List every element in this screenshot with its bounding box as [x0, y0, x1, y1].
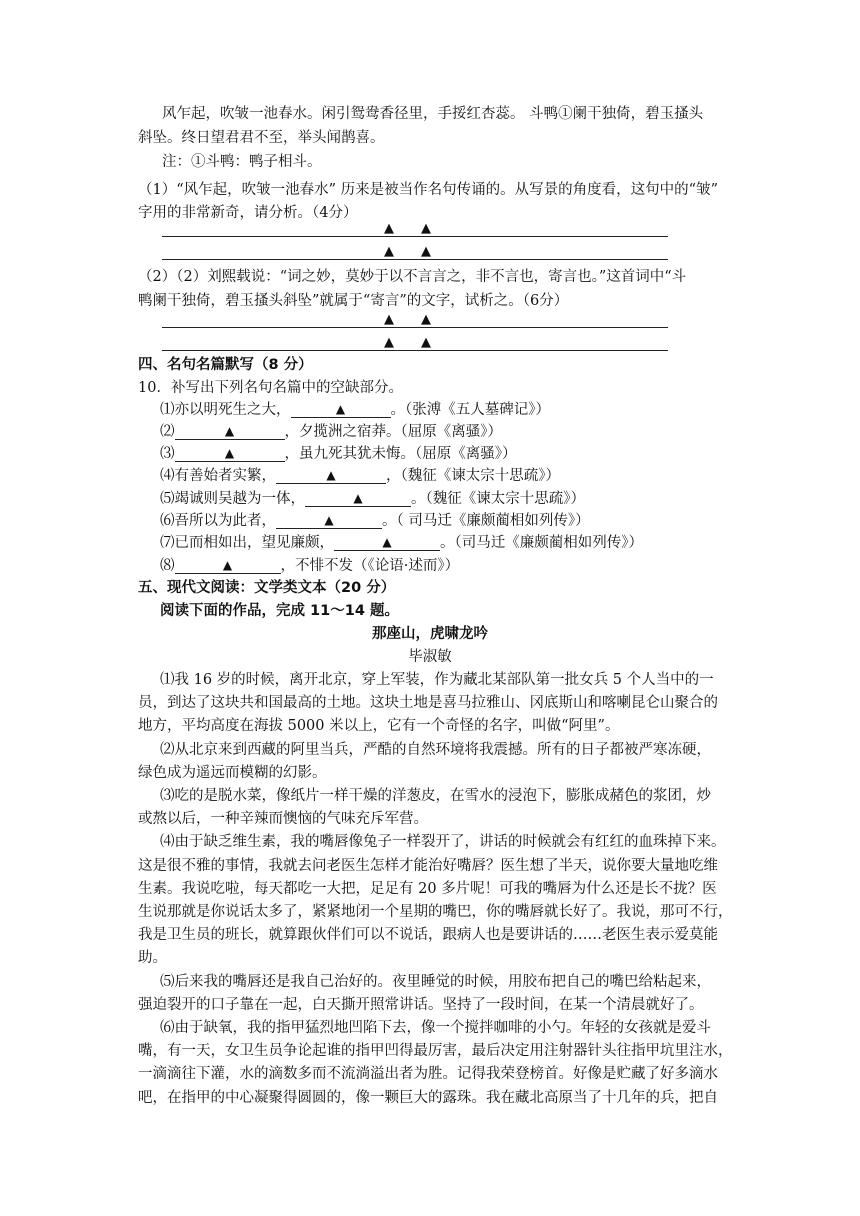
answer-line [162, 236, 668, 237]
fill-blank[interactable]: ▲ [276, 511, 382, 529]
section-4-heading: 四、名句名篇默写（8 分） [138, 357, 313, 373]
article-line: 助。 [138, 950, 167, 966]
fill-item-5: ⑸竭诚则吴越为一体， ▲ 。（魏征《谏太宗十思疏》） [160, 491, 585, 507]
article-line: 或熬以后，一种辛辣而懊恼的气味充斥军营。 [138, 811, 428, 827]
poem-line-1: 风乍起，吹皱一池春水。闲引鸳鸯香径里，手挼红杏蕊。 斗鸭①阑干独倚，碧玉搔头 [162, 106, 704, 122]
answer-line [162, 350, 668, 351]
article-line: 这是很不雅的事情，我就去问老医生怎样才能治好嘴唇？医生想了半天，说你要大量地吃维 [138, 858, 718, 874]
answer-marker: ▲ [421, 312, 431, 327]
answer-line [162, 327, 668, 328]
article-line: ⑶吃的是脱水菜，像纸片一样干燥的洋葱皮，在雪水的浸泡下，膨胀成赭色的浆团，炒 [160, 788, 711, 804]
article-title: 那座山，虎啸龙吟 [372, 626, 488, 642]
article-line: 嘴，有一天，女卫生员争论起谁的指甲凹得最厉害，最后决定用注射器针头往指甲坑里注水， [138, 1043, 733, 1059]
answer-marker: ▲ [384, 221, 394, 236]
poem-note: 注：①斗鸭：鸭子相斗。 [162, 154, 322, 170]
article-line: 生说那就是你说话太多了，紧紧地闭一个星期的嘴巴，你的嘴唇就长好了。我说，那可不行， [138, 904, 733, 920]
answer-marker: ▲ [384, 312, 394, 327]
fill-blank[interactable]: ▲ [305, 489, 411, 507]
fill-item-1: ⑴亦以明死生之大， ▲ 。（张溥《五人墓碑记》） [160, 402, 550, 418]
section-4-instruction: 10．补写出下列名句名篇中的空缺部分。 [138, 380, 403, 396]
section-5-heading: 五、现代文阅读：文学类文本（20 分） [138, 580, 396, 596]
poem-line-2: 斜坠。终日望君君不至，举头闻鹊喜。 [138, 130, 385, 146]
fill-item-3: ⑶ ▲ ，虽九死其犹未悔。（屈原《离骚》） [160, 446, 517, 462]
fill-blank[interactable]: ▲ [334, 533, 440, 551]
article-line: ⑹由于缺氧，我的指甲猛烈地凹陷下去，像一个搅拌咖啡的小勺。年轻的女孩就是爱斗 [160, 1020, 711, 1036]
article-line: ⑵从北京来到西藏的阿里当兵，严酷的自然环境将我震撼。所有的日子都被严寒冻硬， [160, 742, 711, 758]
article-line: 地方，平均高度在海拔 5000 米以上，它有一个奇怪的名字，叫做“阿里”。 [138, 718, 620, 734]
fill-blank[interactable]: ▲ [175, 422, 285, 440]
fill-blank[interactable]: ▲ [291, 400, 391, 418]
article-line: 强迫裂开的口子靠在一起，白天撕开照常讲话。坚持了一段时间，在某一个清晨就好了。 [138, 997, 704, 1013]
fill-item-7: ⑺已而相如出，望见廉颇， ▲ 。（司马迁《廉颇蔺相如列传》） [160, 535, 643, 551]
article-line: 一滴滴往下灌，水的滴数多而不流淌溢出者为胜。记得我荣登榜首。好像是贮藏了好多滴水 [138, 1066, 718, 1082]
fill-item-4: ⑷有善始者实繁， ▲ ，（魏征《谏太宗十思疏》） [160, 468, 560, 484]
answer-marker: ▲ [421, 335, 431, 350]
answer-line [162, 259, 668, 260]
fill-blank[interactable]: ▲ [175, 444, 285, 462]
fill-blank[interactable]: ▲ [175, 556, 281, 574]
question-1-line-2: 字用的非常新奇，请分析。（4分） [138, 205, 358, 221]
fill-item-2: ⑵ ▲ ，夕揽洲之宿莽。（屈原《离骚》） [160, 424, 502, 440]
answer-marker: ▲ [421, 221, 431, 236]
answer-marker: ▲ [421, 244, 431, 259]
question-2-line-2: 鸭阑干独倚，碧玉搔头斜坠”就属于“寄言”的文字，试析之。（6分） [138, 293, 569, 309]
article-line: 我是卫生员的班长，就算跟伙伴们可以不说话，跟病人也是要讲话的……老医生表示爱莫能 [138, 927, 718, 943]
fill-item-6: ⑹吾所以为此者， ▲ 。（ 司马迁《廉颇蔺相如列传》） [160, 513, 590, 529]
question-2-line-1: （2）（2）刘熙载说：“词之妙，莫妙于以不言言之，非不言也，寄言也。”这首词中“斗 [138, 269, 687, 285]
article-line: 绿色成为遥远而模糊的幻影。 [138, 765, 327, 781]
article-line: 吧，在指甲的中心凝聚得圆圆的，像一颗巨大的露珠。我在藏北高原当了十几年的兵，把自 [138, 1090, 718, 1106]
answer-marker: ▲ [384, 335, 394, 350]
section-5-instruction: 阅读下面的作品，完成 11～14 题。 [160, 603, 399, 619]
answer-marker: ▲ [384, 244, 394, 259]
article-line: ⑸后来我的嘴唇还是我自己治好的。夜里睡觉的时候，用胶布把自己的嘴巴给粘起来， [160, 974, 711, 990]
article-line: 员，到达了这块共和国最高的土地。这块土地是喜马拉雅山、冈底斯山和喀喇昆仑山聚合的 [138, 695, 718, 711]
article-line: 生素。我说吃啦，每天都吃一大把，足足有 20 多片呢！可我的嘴唇为什么还是长不拢？医 [138, 881, 717, 897]
article-line: ⑷由于缺乏维生素，我的嘴唇像兔子一样裂开了，讲话的时候就会有红红的血珠掉下来。 [160, 834, 726, 850]
fill-item-8: ⑻ ▲ ，不悱不发（《论语·述而》） [160, 558, 460, 574]
fill-blank[interactable]: ▲ [276, 466, 386, 484]
article-line: ⑴我 16 岁的时候，离开北京，穿上军装，作为藏北某部队第一批女兵 5 个人当中的一 [160, 672, 714, 688]
question-1-line-1: （1）“风乍起，吹皱一池春水” 历来是被当作名句传诵的。从写景的角度看，这句中的“皱” [138, 182, 718, 198]
article-author: 毕淑敏 [408, 649, 452, 665]
